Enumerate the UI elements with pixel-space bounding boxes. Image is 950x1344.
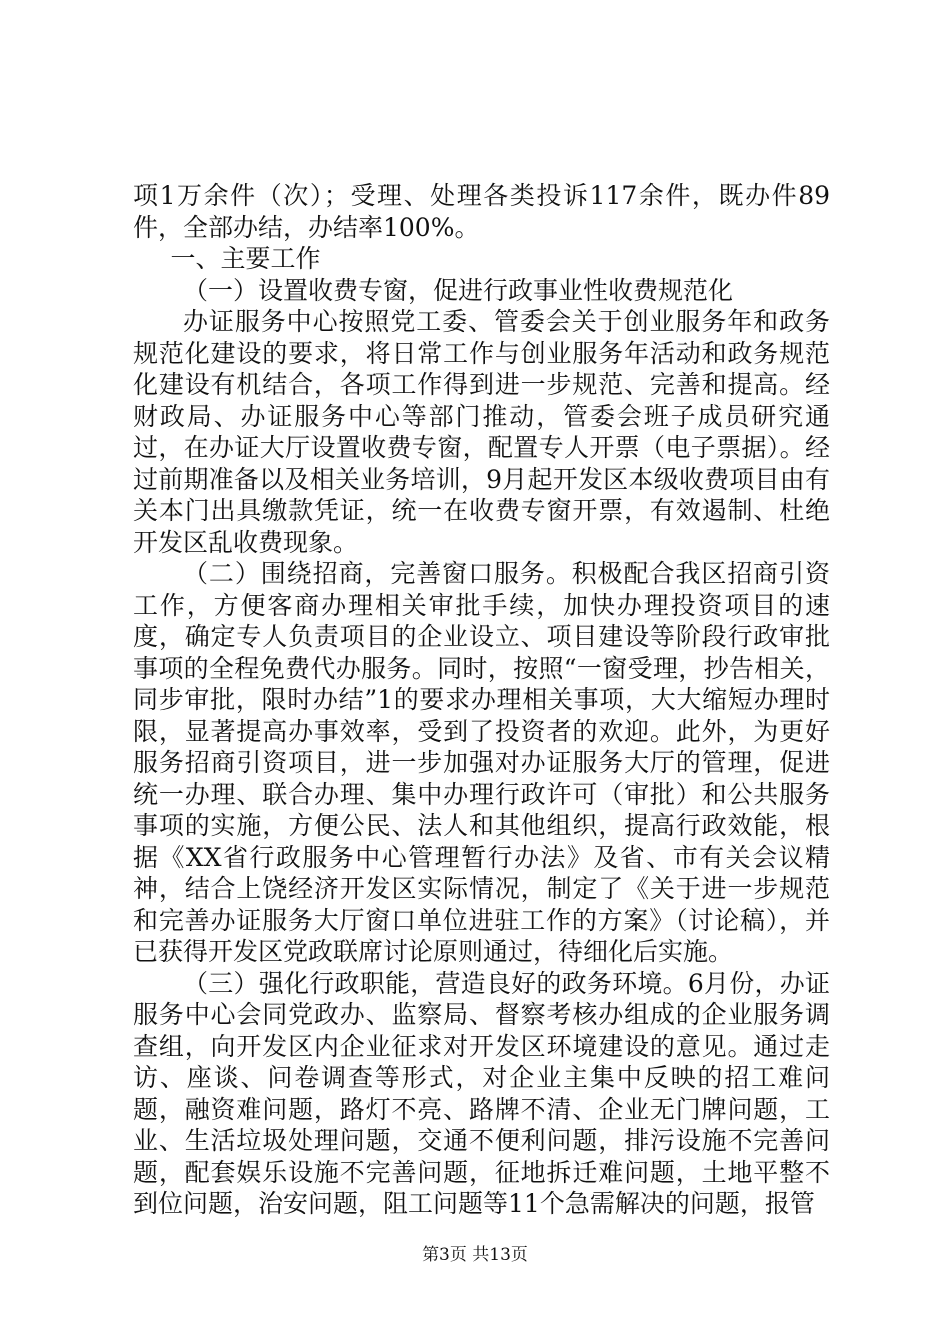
paragraph: 办证服务中心按照党工委、管委会关于创业服务年和政务规范化建设的要求，将日常工作与创业服务年活动和政务规范化建设有机结合，各项工作得到进一步规范、完善和提高。经财政局、办证服务中心等部门推动，管委会班子成员研究通过，在办证大厅设置收费专窗，配置专人开票（电子票据）。经过前期准备以及相关业务培训，9月起开发区本级收费项目由有关本门出具缴款凭证，统一在收费专窗开票，有效遏制、杜绝开发区乱收费现象。: [133, 307, 830, 557]
document-body: [133, 180, 830, 1220]
paragraph: （三）强化行政职能，营造良好的政务环境。6月份，办证服务中心会同党政办、监察局、督察考核办组成的企业服务调查组，向开发区内企业征求对开发区环境建设的意见。通过走访、座谈、问卷调查等形式，对企业主集中反映的招工难问题，融资难问题，路灯不亮、路牌不清、企业无门牌问题，工业、生活垃圾处理问题，交通不便利问题，排污设施不完善问题，配套娱乐设施不完善问题，征地拆迁难问题，土地平整不到位问题，治安问题，阻工问题等11个急需解决的问题，报管: [133, 968, 830, 1218]
section-heading: 一、主要工作: [170, 244, 321, 273]
subsection-heading: （一）设置收费专窗，促进行政事业性收费规范化: [183, 275, 734, 305]
page-footer: 第3页 共13页: [422, 1245, 528, 1265]
paragraph: （二）围绕招商，完善窗口服务。积极配合我区招商引资工作，方便客商办理相关审批手续，加快办理投资项目的速度，确定专人负责项目的企业设立、项目建设等阶段行政审批事项的全程免费代办服务。同时，按照“一窗受理，抄告相关，同步审批，限时办结”1的要求办理相关事项，大大缩短办理时限，显著提高办事效率，受到了投资者的欢迎。此外，为更好服务招商引资项目，进一步加强对办证服务大厅的管理，促进统一办理、联合办理、集中办理行政许可（审批）和公共服务事项的实施，方便公民、法人和其他组织，提高行政效能，根据《XX省行政服务中心管理暂行办法》及省、市有关会议精神，结合上饶经济开发区实际情况，制定了《关于进一步规范和完善办证服务大厅窗口单位进驻工作的方案》（讨论稿），并已获得开发区党政联席讨论原则通过，待细化后实施。: [133, 559, 830, 966]
paragraph-continuation: 项1万余件（次）；受理、处理各类投诉117余件，既办件89件，全部办结，办结率100%。: [133, 181, 830, 242]
